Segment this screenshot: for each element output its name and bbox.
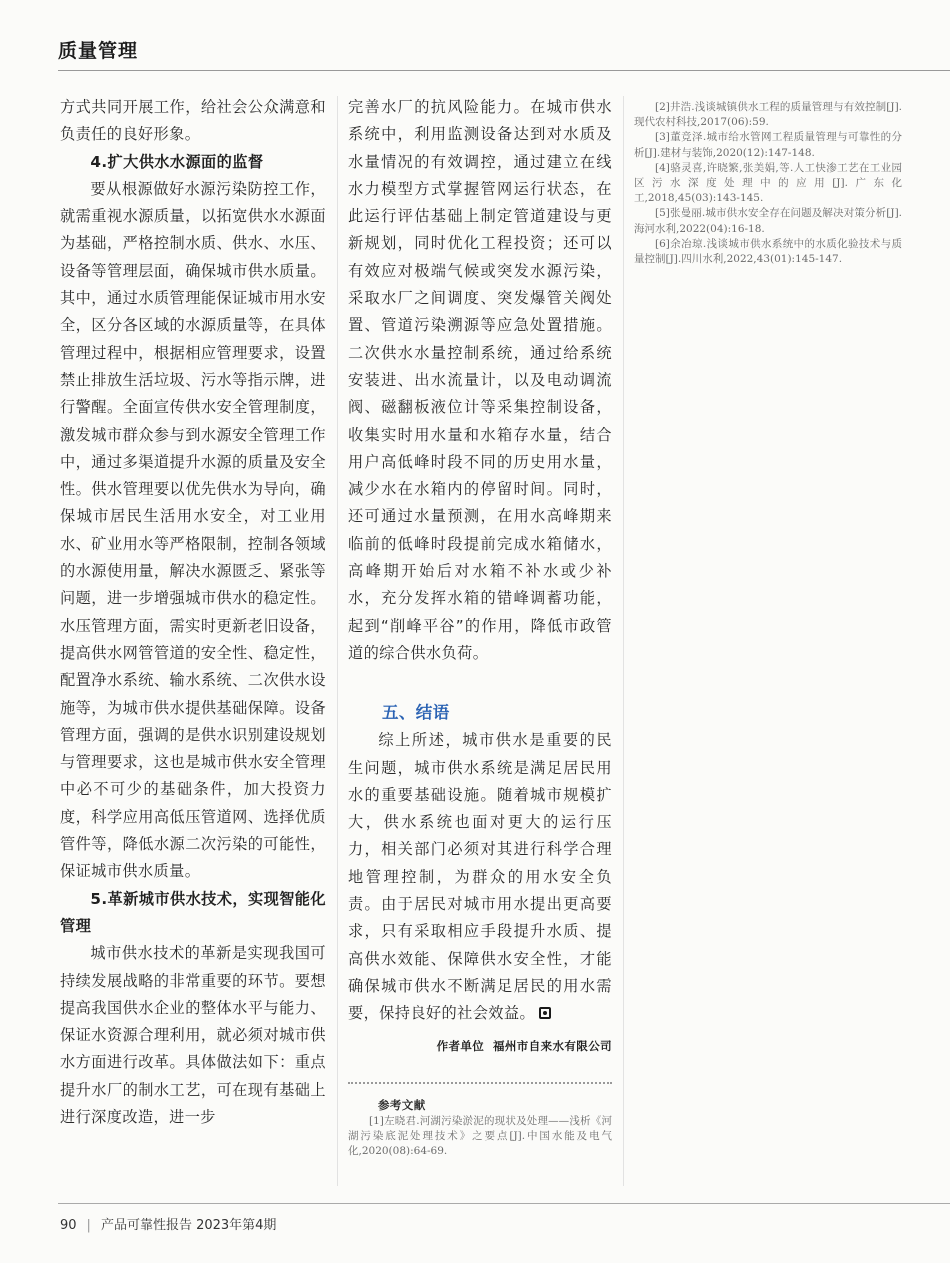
subheading: 5.革新城市供水技术，实现智能化管理 bbox=[60, 889, 326, 935]
subheading: 4.扩大供水水源面的监督 bbox=[90, 152, 264, 171]
column-divider bbox=[623, 96, 624, 1186]
right-column bbox=[634, 100, 902, 267]
reference-item: [2]井浩.浅谈城镇供水工程的质量管理与有效控制[J].现代农村科技,2017(06):59. bbox=[634, 101, 902, 129]
reference-item: [6]余冶琼.浅谈城市供水系统中的水质化验技术与质量控制[J].四川水利,2022,43(01):145-147. bbox=[634, 237, 902, 266]
article-end-icon bbox=[539, 1007, 551, 1019]
paragraph: 方式共同开展工作，给社会公众满意和负责任的良好形象。 bbox=[60, 98, 326, 144]
page-footer bbox=[60, 1214, 276, 1233]
paragraph: 完善水厂的抗风险能力。在城市供水系统中，利用监测设备达到对水质及水量情况的有效调控，通过建立在线水力模型方式掌握管网运行状态，在此运行评估基础上制定管道建设与更新规划，同时优化工程投资；还可以有效应对极端气候或突发水源污染，采取水厂之间调度、突发爆管关阀处置、管道污染溯源等应急处置措施。二次供水水量控制系统，通过给系统安装进、出水流量计，以及电动调流阀、磁翻板液位计等采集控制设备，收集实时用水量和水箱存水量，结合用户高低峰时段不同的历史用水量，减少水在水箱内的停留时间。同时，还可通过水量预测，在用水高峰期来临前的低峰时段提前完成水箱储水，高峰期开始后对水箱不补水或少补水，充分发挥水箱的错峰调蓄功能，起到“削峰平谷”的作用，降低市政管道的综合供水负荷。 bbox=[348, 98, 612, 662]
footer-rule bbox=[58, 1203, 950, 1204]
footer-separator: | bbox=[86, 1218, 91, 1233]
author-label: 作者单位 bbox=[436, 1038, 485, 1053]
left-column bbox=[60, 94, 326, 1131]
references-title: 参考文献 bbox=[378, 1097, 426, 1112]
page-number: 90 bbox=[60, 1218, 77, 1233]
reference-item: [5]张曼丽.城市供水安全存在问题及解决对策分析[J].海河水利,2022(04):16-18. bbox=[634, 207, 902, 235]
paragraph: 要从根源做好水源污染防控工作，就需重视水源质量，以拓宽供水水源面为基础，严格控制水质、供水、水压、设备等管理层面，确保城市供水质量。其中，通过水质管理能保证城市用水安全，区分各区域的水源质量等，在具体管理过程中，根据相应管理要求，设置禁止排放生活垃圾、污水等指示牌，进行警醒。全面宣传供水安全管理制度，激发城市群众参与到水源安全管理工作中，通过多渠道提升水源的质量及安全性。供水管理要以优先供水为导向，确保城市居民生活用水安全，对工业用水、矿业用水等严格限制，控制各领域的水源使用量，解决水源匮乏、紧张等问题，进一步增强城市供水的稳定性。水压管理方面，需实时更新老旧设备，提高供水网管管道的安全性、稳定性，配置净水系统、输水系统、二次供水设施等，为城市供水提供基础保障。设备管理方面，强调的是供水识别建设规划与管理要求，这也是城市供水安全管理中必不可少的基础条件，加大投资力度，科学应用高低压管道网、选择优质管件等，降低水源二次污染的可能性，保证城市供水质量。 bbox=[60, 179, 326, 881]
dotted-divider bbox=[348, 1082, 612, 1084]
reference-item: [3]董竞泽.城市给水管网工程质量管理与可靠性的分析[J].建材与装饰,2020(12):147-148. bbox=[634, 131, 902, 159]
journal-issue: 产品可靠性报告 2023年第4期 bbox=[100, 1218, 277, 1233]
conclusion-text: 综上所述，城市供水是重要的民生问题，城市供水系统是满足居民用水的重要基础设施。随着城市规模扩大，供水系统也面对更大的运行压力，相关部门必须对其进行科学合理地管理控制，为群众的用水安全负责。由于居民对城市用水提出更高要求，只有采取相应手段提升水质、提高供水效能、保障供水安全性，才能确保城市供水不断满足居民的用水需要，保持良好的社会效益。 bbox=[348, 731, 612, 1023]
header-rule bbox=[58, 70, 950, 71]
conclusion-paragraph bbox=[348, 727, 612, 1027]
author-affiliation bbox=[348, 1036, 612, 1056]
reference-item: [4]骆灵喜,许晓繁,张美娟,等.人工快渗工艺在工业园区污水深度处理中的应用[J].广东化工,2018,45(03):143-145. bbox=[634, 161, 902, 205]
column-divider bbox=[337, 96, 338, 1186]
author-unit: 福州市自来水有限公司 bbox=[493, 1038, 612, 1053]
section-title: 质量管理 bbox=[58, 40, 139, 62]
paragraph: 城市供水技术的革新是实现我国可持续发展战略的非常重要的环节。要想提高我国供水企业的整体水平与能力、保证水资源合理利用，就必须对城市供水方面进行改革。具体做法如下：重点提升水厂的制水工艺，可在现有基础上进行深度改造，进一步 bbox=[60, 944, 326, 1126]
middle-column bbox=[348, 94, 612, 1159]
section-heading: 五、结语 bbox=[382, 703, 450, 723]
reference-item: [1]左晓君.河湖污染淤泥的现状及处理——浅析《河湖污染底泥处理技术》之要点[J].中国水能及电气化,2020(08):64-69. bbox=[348, 1114, 612, 1157]
